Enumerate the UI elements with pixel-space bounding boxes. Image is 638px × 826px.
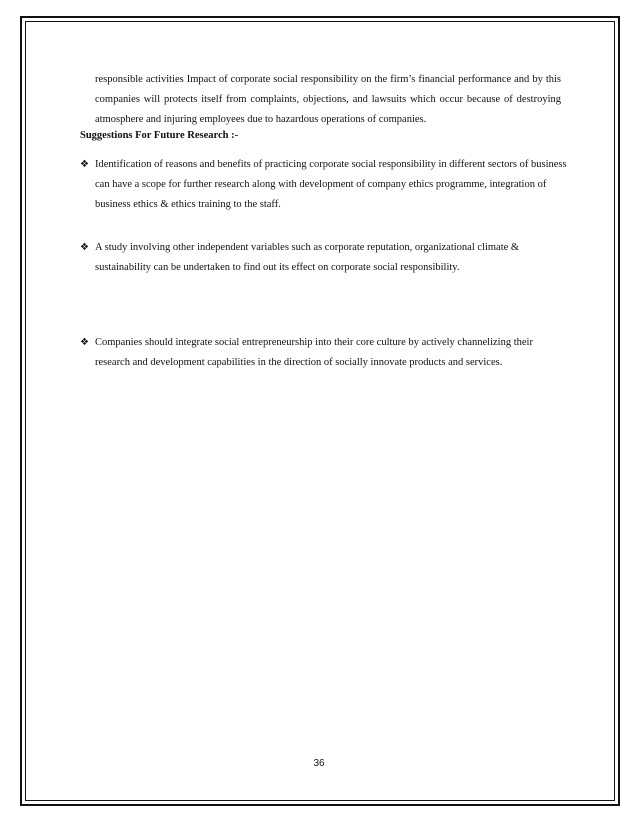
bullet-text: A study involving other independent variables such as corporate reputation, organizational climate & sustainability can be undertaken to find out its effect on corporate social responsibility. (95, 242, 520, 273)
diamond-bullet-icon: ❖ (80, 337, 89, 348)
section-heading: Suggestions For Future Research :- (80, 130, 239, 141)
diamond-bullet-icon: ❖ (80, 242, 89, 253)
bullet-item (80, 155, 570, 215)
bullet-text: Companies should integrate social entrepreneurship into their core culture by actively channelizing their research and development capabilities in the direction of socially innovate products and services. (95, 337, 533, 368)
diamond-bullet-icon: ❖ (80, 159, 89, 170)
page-number: 36 (313, 758, 325, 769)
continuation-paragraph: responsible activities Impact of corporate social responsibility on the firm’s financial performance and by this companies will protects itself from complaints, objections, and lawsuits which occur because of destroying atmosphere and injuring employees due to hazardous operations of companies. (95, 74, 561, 125)
bullet-item (80, 238, 570, 278)
bullet-item (80, 333, 570, 373)
bullet-text: Identification of reasons and benefits of practicing corporate social responsibility in different sectors of business can have a scope for further research along with development of company ethics programme, integration of business ethics & ethics training to the staff. (95, 159, 567, 210)
